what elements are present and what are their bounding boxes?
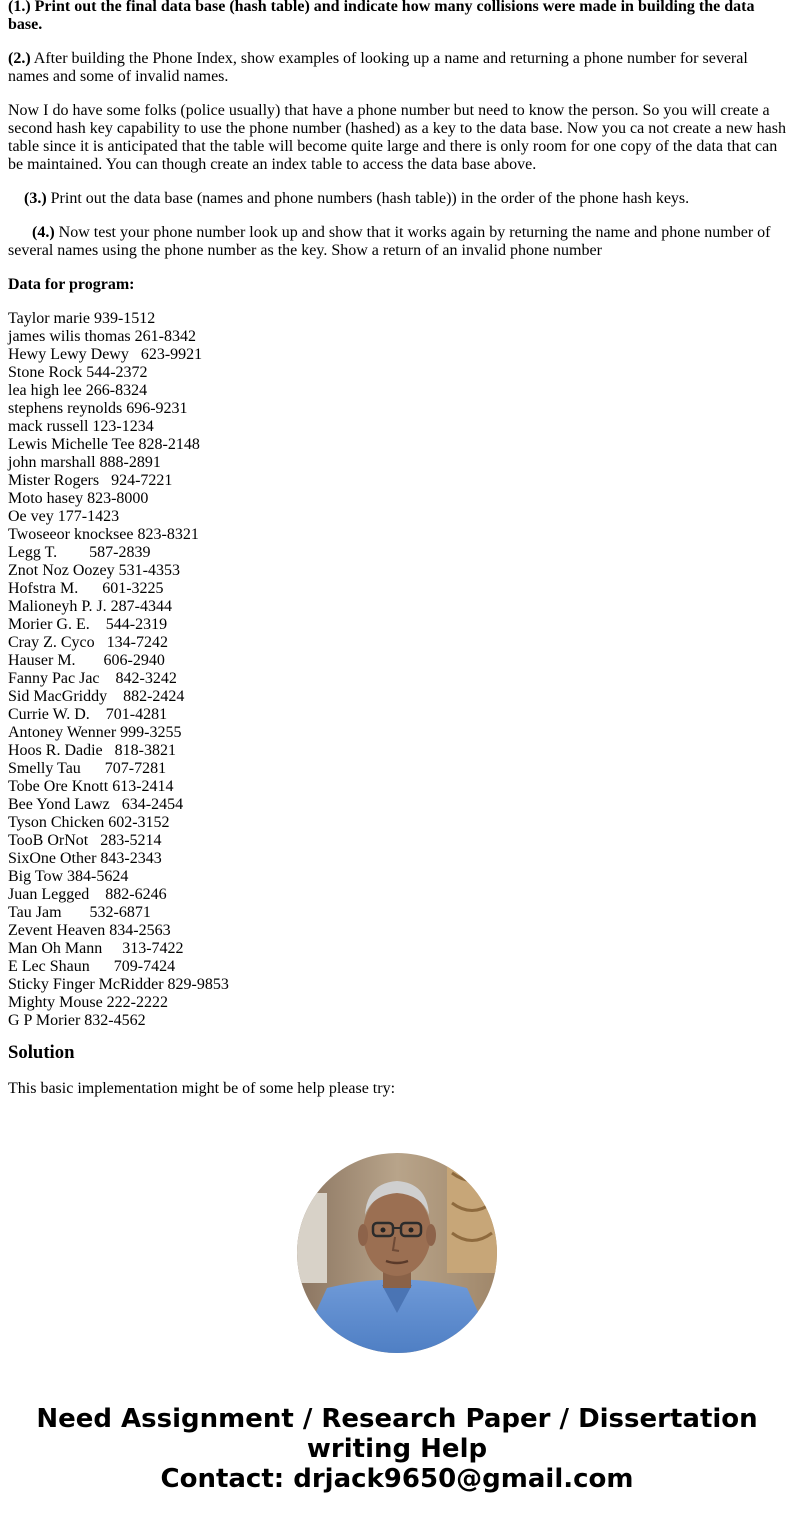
data-line: Morier G. E. 544-2319 xyxy=(8,616,168,633)
data-line: Sid MacGriddy 882-2424 xyxy=(8,688,185,705)
data-line: mack russell 123-1234 xyxy=(8,418,154,435)
data-list xyxy=(8,310,788,1030)
item-2-text: After building the Phone Index, show examples of looking up a name and returning a phone number for several names and some of invalid names. xyxy=(8,50,752,85)
data-line: Sticky Finger McRidder 829-9853 xyxy=(8,976,229,993)
data-line: Hofstra M. 601-3225 xyxy=(8,580,164,597)
data-line: Hauser M. 606-2940 xyxy=(8,652,165,669)
data-line: Hewy Lewy Dewy 623-9921 xyxy=(8,346,203,363)
data-line: Moto hasey 823-8000 xyxy=(8,490,149,507)
item-3-indent xyxy=(8,190,24,207)
promo-contact-line: Contact: drjack9650@gmail.com xyxy=(160,1464,634,1494)
data-line: Antoney Wenner 999-3255 xyxy=(8,724,182,741)
data-line: Lewis Michelle Tee 828-2148 xyxy=(8,436,200,453)
data-line: Oe vey 177-1423 xyxy=(8,508,120,525)
item-1-marker: (1.) xyxy=(8,0,31,15)
question-content xyxy=(8,0,788,1114)
data-line: E Lec Shaun 709-7424 xyxy=(8,958,176,975)
solution-text: This basic implementation might be of some help please try: xyxy=(8,1080,396,1097)
promo-banner xyxy=(0,1404,794,1494)
item-4-indent xyxy=(8,224,32,241)
item-1-paragraph xyxy=(8,0,788,34)
author-portrait-image xyxy=(297,1153,497,1353)
data-line: Twoseeor knocksee 823-8321 xyxy=(8,526,199,543)
item-4-marker: (4.) xyxy=(32,224,55,241)
data-line: Legg T. 587-2839 xyxy=(8,544,151,561)
data-line: Stone Rock 544-2372 xyxy=(8,364,148,381)
item-4-text: Now test your phone number look up and show that it works again by returning the name and phone number of several names using the phone number as the key. Show a return of an invalid phone number xyxy=(8,224,775,259)
item-2-marker: (2.) xyxy=(8,50,31,67)
data-line: Juan Legged 882-6246 xyxy=(8,886,167,903)
item-4-paragraph xyxy=(8,224,788,260)
data-line: Tyson Chicken 602-3152 xyxy=(8,814,170,831)
item-2-paragraph xyxy=(8,50,788,86)
promo-line-2: writing Help xyxy=(306,1434,488,1464)
data-line: Fanny Pac Jac 842-3242 xyxy=(8,670,177,687)
data-line: Man Oh Mann 313-7422 xyxy=(8,940,184,957)
item-3-text: Print out the data base (names and phone numbers (hash table)) in the order of the phone hash keys. xyxy=(46,190,690,207)
data-line: Hoos R. Dadie 818-3821 xyxy=(8,742,176,759)
data-line: Cray Z. Cyco 134-7242 xyxy=(8,634,168,651)
data-line: Tau Jam 532-6871 xyxy=(8,904,151,921)
solution-heading: Solution xyxy=(8,1042,75,1063)
data-line: Smelly Tau 707-7281 xyxy=(8,760,167,777)
item-1-text: Print out the final data base (hash table) and indicate how many collisions were made in building the data base. xyxy=(8,0,759,33)
reverse-lookup-paragraph: Now I do have some folks (police usually) that have a phone number but need to know the person. So you will create a second hash key capability to use the phone number (hashed) as a key to the data base. Now you ca not create a new hash table since it is anticipated that the table will become quite large and there is only room for one copy of the data that can be maintained. You can though create an index table to access the data base above. xyxy=(8,102,790,173)
data-line: john marshall 888-2891 xyxy=(8,454,161,471)
data-line: TooB OrNot 283-5214 xyxy=(8,832,162,849)
promo-line-1: Need Assignment / Research Paper / Dissertation xyxy=(36,1404,758,1434)
author-avatar xyxy=(297,1153,497,1353)
item-3-marker: (3.) xyxy=(24,190,47,207)
data-line: Mister Rogers 924-7221 xyxy=(8,472,173,489)
data-line: Bee Yond Lawz 634-2454 xyxy=(8,796,184,813)
data-line: Tobe Ore Knott 613-2414 xyxy=(8,778,174,795)
data-line: stephens reynolds 696-9231 xyxy=(8,400,188,417)
data-line: SixOne Other 843-2343 xyxy=(8,850,162,867)
data-line: Znot Noz Oozey 531-4353 xyxy=(8,562,180,579)
data-line: james wilis thomas 261-8342 xyxy=(8,328,196,345)
data-line: Taylor marie 939-1512 xyxy=(8,310,156,327)
data-line: Malioneyh P. J. 287-4344 xyxy=(8,598,172,615)
data-line: G P Morier 832-4562 xyxy=(8,1012,146,1029)
data-line: Currie W. D. 701-4281 xyxy=(8,706,168,723)
data-line: lea high lee 266-8324 xyxy=(8,382,148,399)
data-heading: Data for program: xyxy=(8,276,135,293)
data-line: Mighty Mouse 222-2222 xyxy=(8,994,168,1011)
data-line: Zevent Heaven 834-2563 xyxy=(8,922,171,939)
data-line: Big Tow 384-5624 xyxy=(8,868,129,885)
item-3-paragraph xyxy=(8,190,788,208)
